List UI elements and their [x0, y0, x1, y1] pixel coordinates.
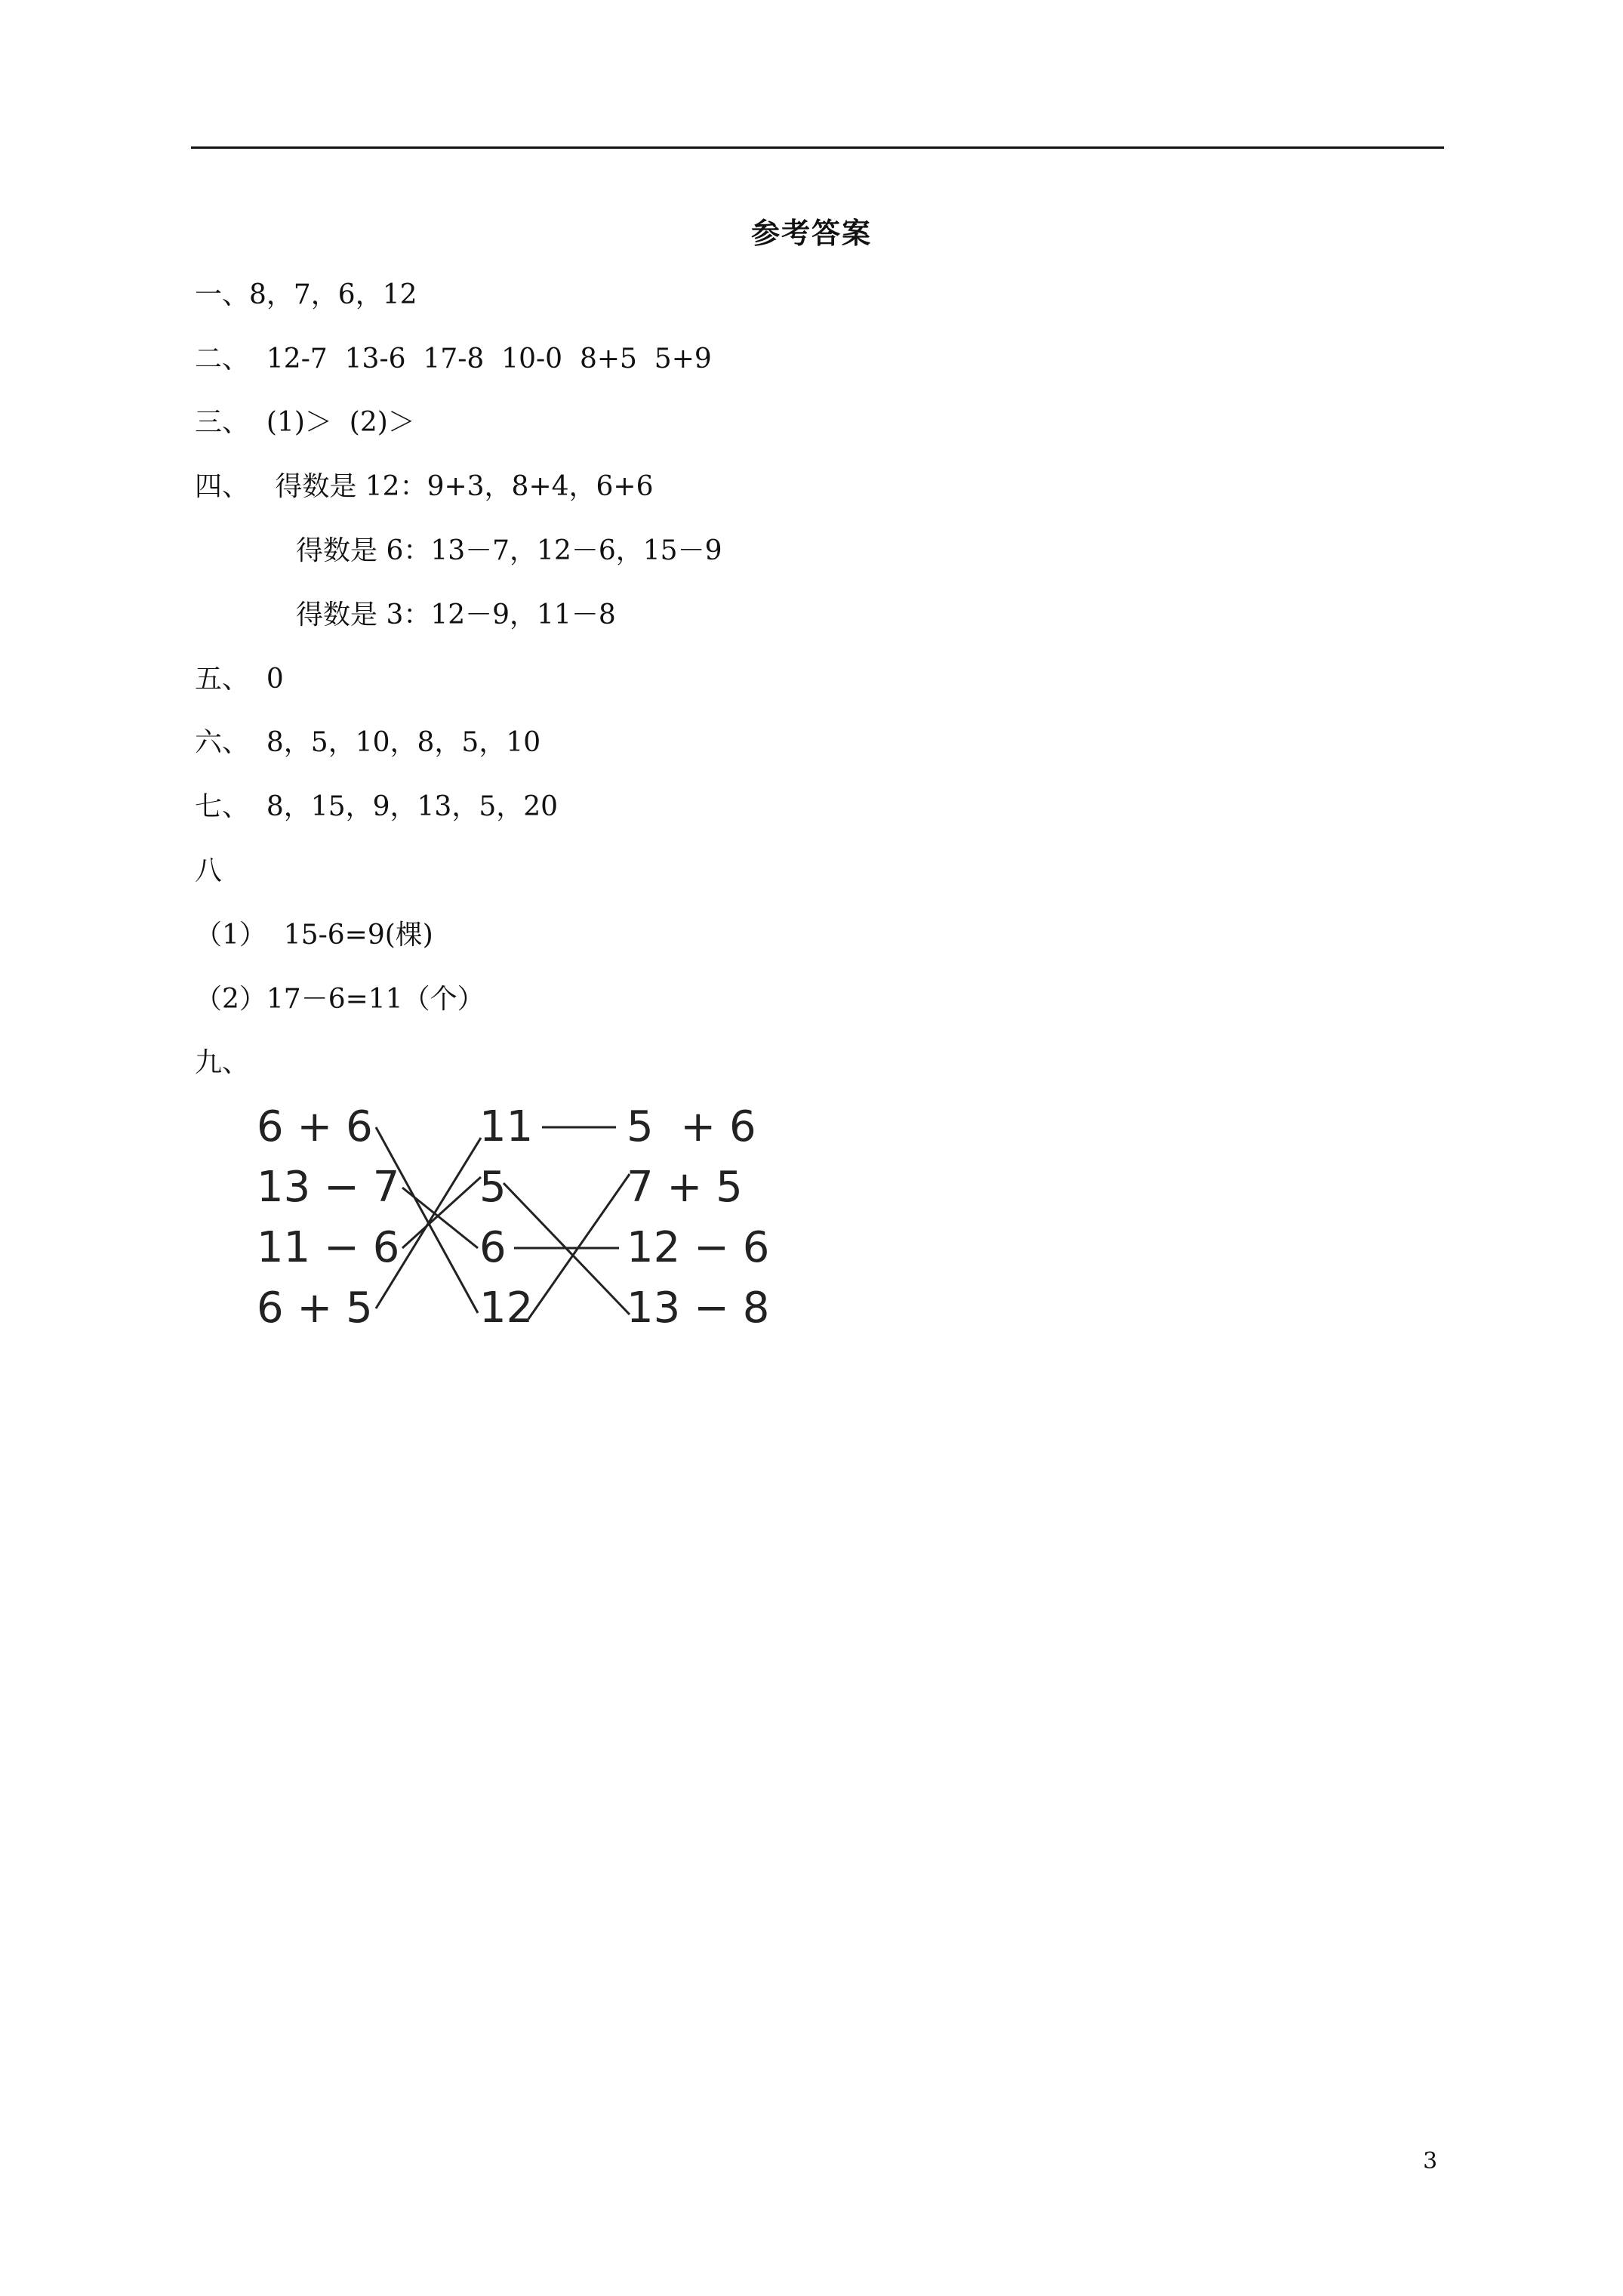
header-rule [191, 146, 1444, 149]
answer-8-part-1: （1） 15-6=9(棵) [195, 920, 433, 951]
answer-3: 三、 (1)＞ (2)＞ [195, 407, 415, 438]
answer-6: 六、 8，5，10，8，5，10 [195, 727, 541, 758]
answer-4-line-1: 四、 得数是 12：9+3，8+4，6+6 [195, 471, 654, 502]
right-expr-2: 7 + 5 [627, 1163, 743, 1212]
matching-diagram [249, 1102, 770, 1333]
left-expr-4: 6 + 5 [257, 1284, 373, 1333]
answer-8-part-2: （2）17－6=11（个） [195, 984, 485, 1015]
left-expr-3: 11 − 6 [257, 1223, 400, 1272]
answer-1: 一、8，7，6，12 [195, 279, 417, 310]
answer-5: 五、 0 [195, 664, 284, 695]
left-expr-2: 13 − 7 [257, 1163, 400, 1212]
middle-number-1: 11 [479, 1102, 534, 1151]
middle-number-2: 5 [479, 1163, 507, 1212]
middle-number-3: 6 [479, 1223, 507, 1272]
answer-9-heading: 九、 [195, 1047, 250, 1078]
left-expr-1: 6 + 6 [257, 1102, 373, 1151]
answer-8-heading: 八 [195, 855, 223, 886]
answer-4-line-3: 得数是 3：12－9，11－8 [296, 599, 616, 630]
answer-4-line-2: 得数是 6：13－7，12－6，15－9 [296, 535, 722, 566]
middle-number-4: 12 [479, 1284, 534, 1333]
right-expr-4: 13 − 8 [627, 1284, 770, 1333]
right-expr-3: 12 − 6 [627, 1223, 770, 1272]
right-expr-1: 5 + 6 [627, 1102, 756, 1151]
line-11-minus-6-to-5 [402, 1177, 481, 1248]
page-number: 3 [1423, 2148, 1438, 2174]
page-title: 参考答案 [750, 216, 872, 250]
answer-7: 七、 8，15，9，13，5，20 [195, 791, 559, 822]
answer-2: 二、 12-7 13-6 17-8 10-0 8+5 5+9 [195, 344, 712, 374]
